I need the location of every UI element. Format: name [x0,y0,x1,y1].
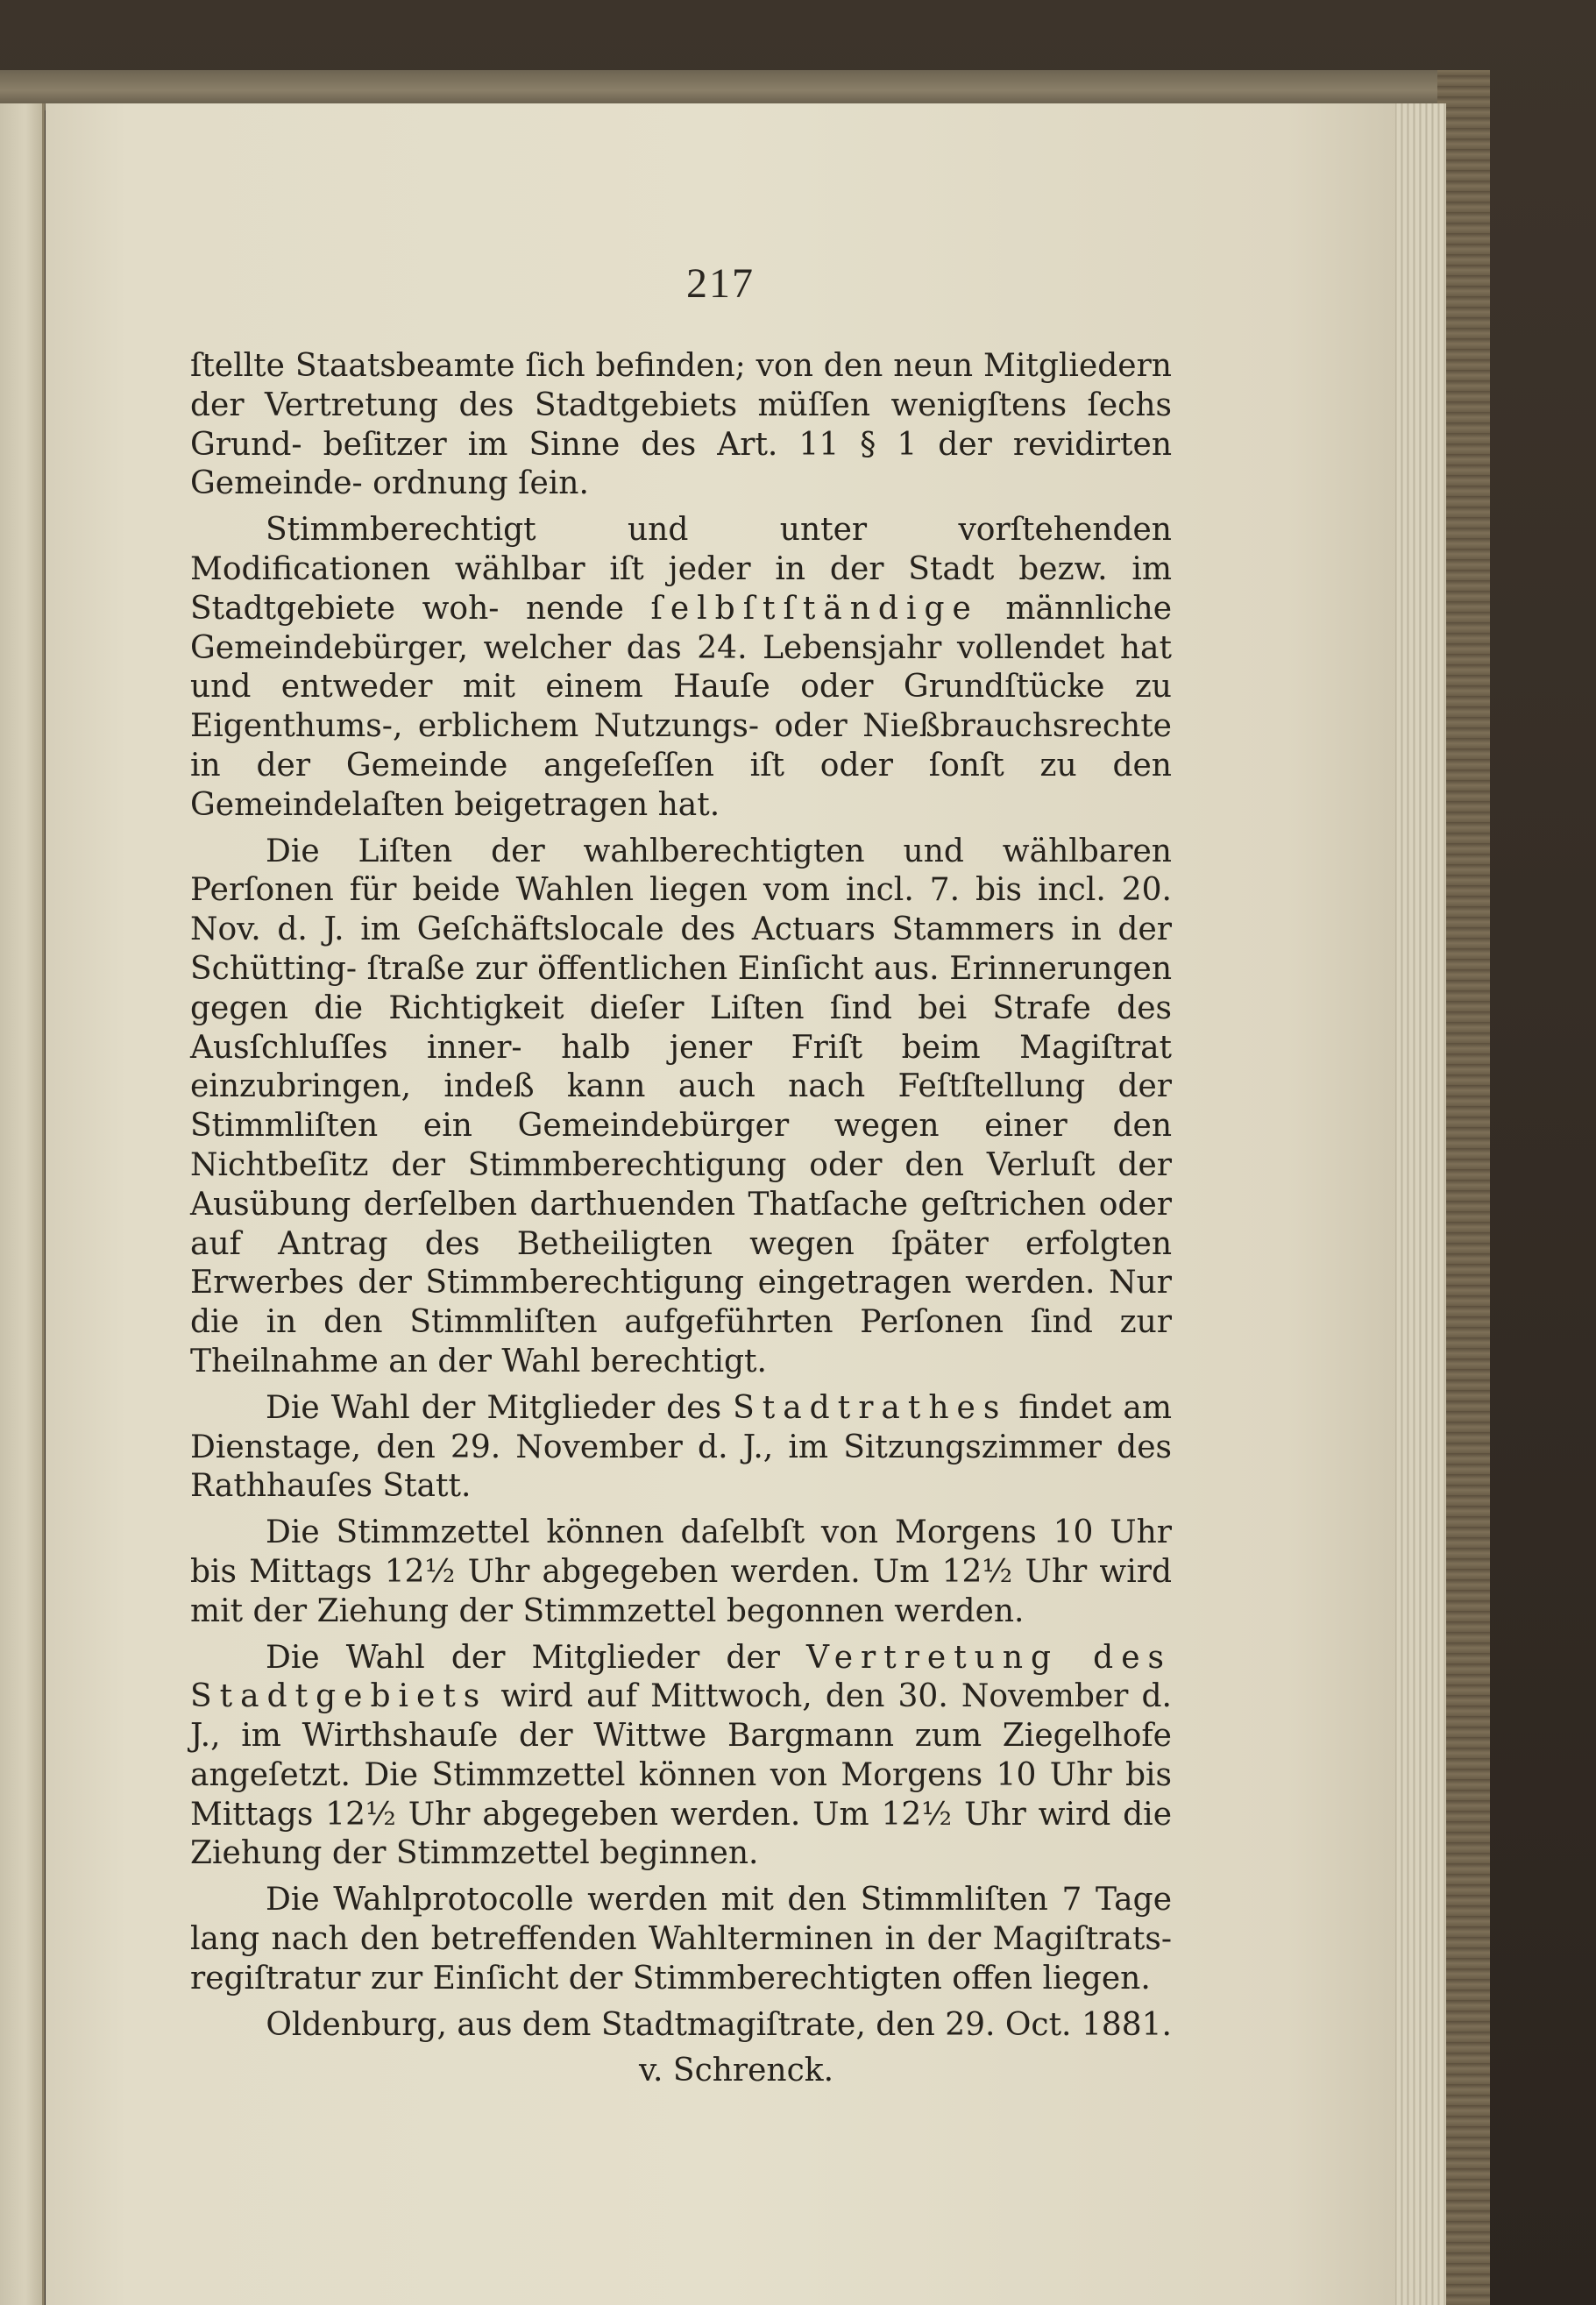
paragraph-4-part-a: Die Wahl der Mitglieder des [266,1389,734,1426]
paragraph-6-emphasis: Vertretung des Stadtgebiets [190,1639,1173,1715]
paragraph-7: Die Wahlprotocolle werden mit den Stimmliſten 7 Tage lang nach den betreffenden Wahlterminen in der Magiſtrats- regiſtratur zur Einſicht der Stimmberechtigten offen liegen. [190,1882,1172,1996]
paragraph-2-part-a: Stimmberechtigt und unter vorſtehenden Modificationen wählbar iſt jeder in der Stadt bezw. im Stadtgebiete woh- nende [190,512,1172,627]
paragraph-5: Die Stimmzettel können daſelbſt von Morgens 10 Uhr bis Mittags 12½ Uhr abgegeben werden. Um 12½ Uhr wird mit der Ziehung der Stimmzettel begonnen werden. [190,1514,1172,1629]
paragraph-4 [190,1389,1172,1507]
paragraph-1: ſtellte Staatsbeamte ſich befinden; von den neun Mitgliedern der Vertretung des Stadtgebiets müſſen wenigſtens ſechs Grund- beſitzer im Sinne des Art. 11 § 1 der revidirten Gemeinde- ordnung ſein. [190,348,1172,502]
book-page [46,103,1395,2305]
page-number: 217 [686,260,755,307]
paragraph-2-part-b: männliche Gemeindebürger, welcher das 24. Lebensjahr vollendet hat und entweder mit einem Hauſe oder Grundſtücke zu Eigenthums-, erblichem Nutzungs- oder Nießbrauchsrechte in der Gemeinde angeſeſſen iſt oder ſonſt zu den Gemeindelaſten beigetragen hat. [190,590,1173,823]
paragraph-4-part-b: findet am Dienstage, den 29. November d. J., im Sitzungszimmer des Rathhauſes Statt. [190,1389,1173,1505]
paragraph-6-part-a: Die Wahl der Mitglieder der [266,1639,807,1676]
paragraph-6 [190,1639,1172,1875]
signature: v. Schrenck. [638,2053,834,2089]
paragraph-2 [190,511,1172,825]
paragraph-3: Die Liſten der wahlberechtigten und wählbaren Perſonen für beide Wahlen liegen vom incl. 7. bis incl. 20. Nov. d. J. im Geſchäftslocale des Actuars Stammers in der Schütting- ſtraße zur öffentlichen Einſicht aus. Erinnerungen gegen die Richtigkeit dieſer Liſten ſind bei Strafe des Ausſchluſſes inner- halb jener Friſt beim Magiſtrat einzubringen, indeß kann auch nach Feſtſtellung der Stimmliſten ein Gemeindebürger wegen einer den Nichtbeſitz der Stimmberechtigung oder den Verluſt der Ausübung derſelben darthuenden Thatſache geſtrichen oder auf Antrag des Betheiligten wegen ſpäter erfolgten Erwerbes der Stimmberechtigung eingetragen werden. Nur die in den Stimmliſten aufgeführten Perſonen ſind zur Theilnahme an der Wahl berechtigt. [190,833,1172,1379]
page-text [190,347,1172,2098]
place-date-line: Oldenburg, aus dem Stadtmagiſtrate, den 29. Oct. 1881. [266,2006,1172,2043]
paragraph-6-part-b: wird auf Mittwoch, den 30. November d. J., im Wirthshauſe der Wittwe Bargmann zum Ziegelhofe angeſetzt. Die Stimmzettel können von Morgens 10 Uhr bis Mittags 12½ Uhr abgegeben werden. Um 12½ Uhr wird die Ziehung der Stimmzettel beginnen. [190,1678,1172,1872]
paragraph-4-emphasis: Stadtrathes [733,1389,1008,1426]
paragraph-2-emphasis: ſelbſtſtändige [650,590,979,627]
left-page-edge [0,103,45,2305]
